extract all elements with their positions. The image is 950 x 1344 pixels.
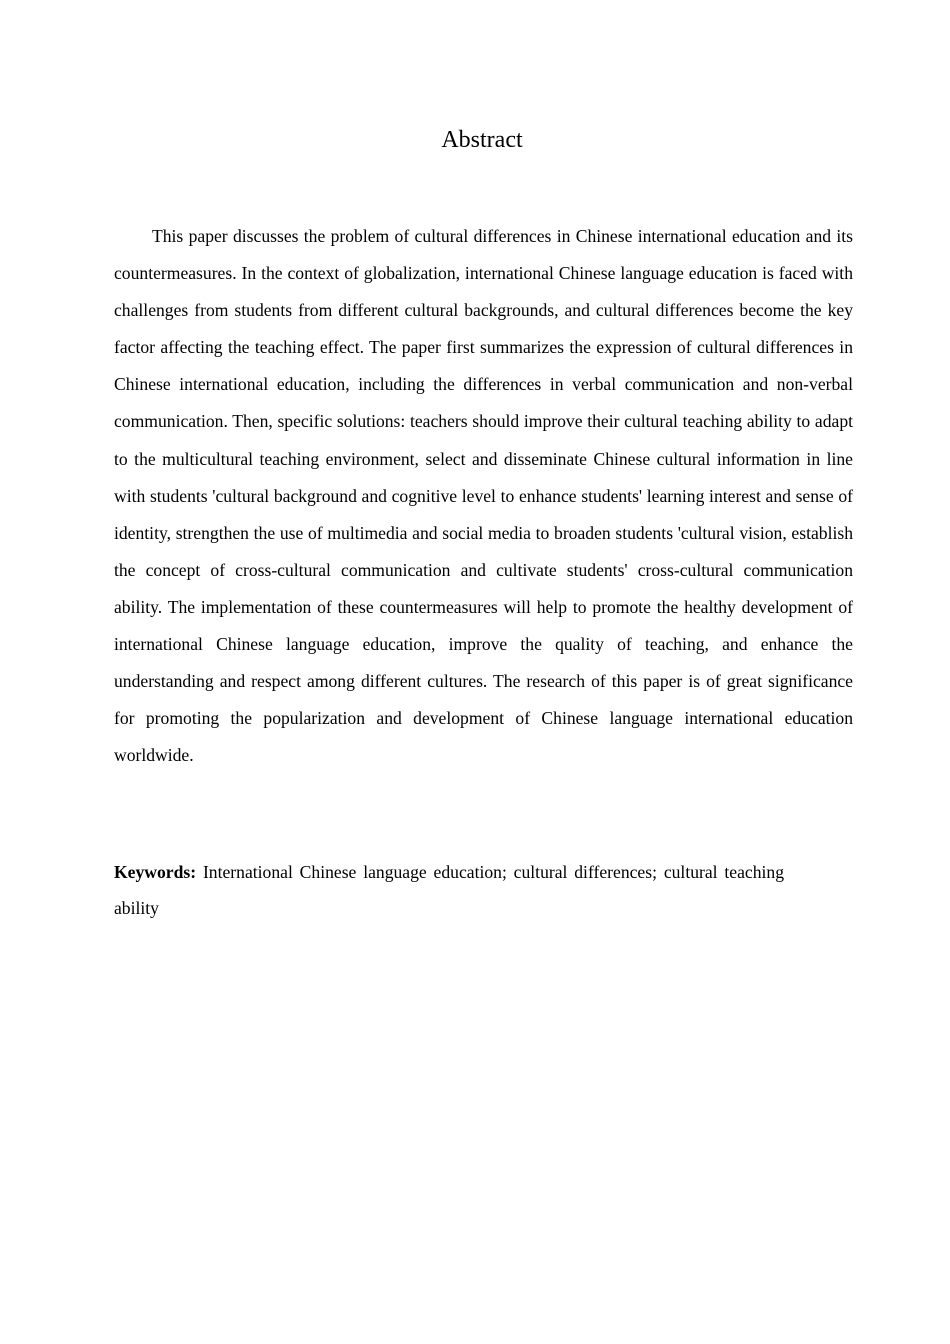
keywords-line	[114, 854, 784, 926]
page-title: Abstract	[441, 127, 523, 153]
keywords-text: International Chinese language education; cultural differences; cultural teaching ability	[114, 862, 784, 918]
keywords-label: Keywords:	[114, 862, 197, 882]
abstract-paragraph: This paper discusses the problem of cultural differences in Chinese international education and its countermeasures. In the context of globalization, international Chinese language education is faced with challenges from students from different cultural backgrounds, and cultural differences become the key factor affecting the teaching effect. The paper first summarizes the expression of cultural differences in Chinese international education, including the differences in verbal communication and non-verbal communication. Then, specific solutions: teachers should improve their cultural teaching ability to adapt to the multicultural teaching environment, select and disseminate Chinese cultural information in line with students 'cultural background and cognitive level to enhance students' learning interest and sense of identity, strengthen the use of multimedia and social media to broaden students 'cultural vision, establish the concept of cross-cultural communication and cultivate students' cross-cultural communication ability. The implementation of these countermeasures will help to promote the healthy development of international Chinese language education, improve the quality of teaching, and enhance the understanding and respect among different cultures. The research of this paper is of great significance for promoting the popularization and development of Chinese language international education worldwide.	[114, 226, 853, 766]
